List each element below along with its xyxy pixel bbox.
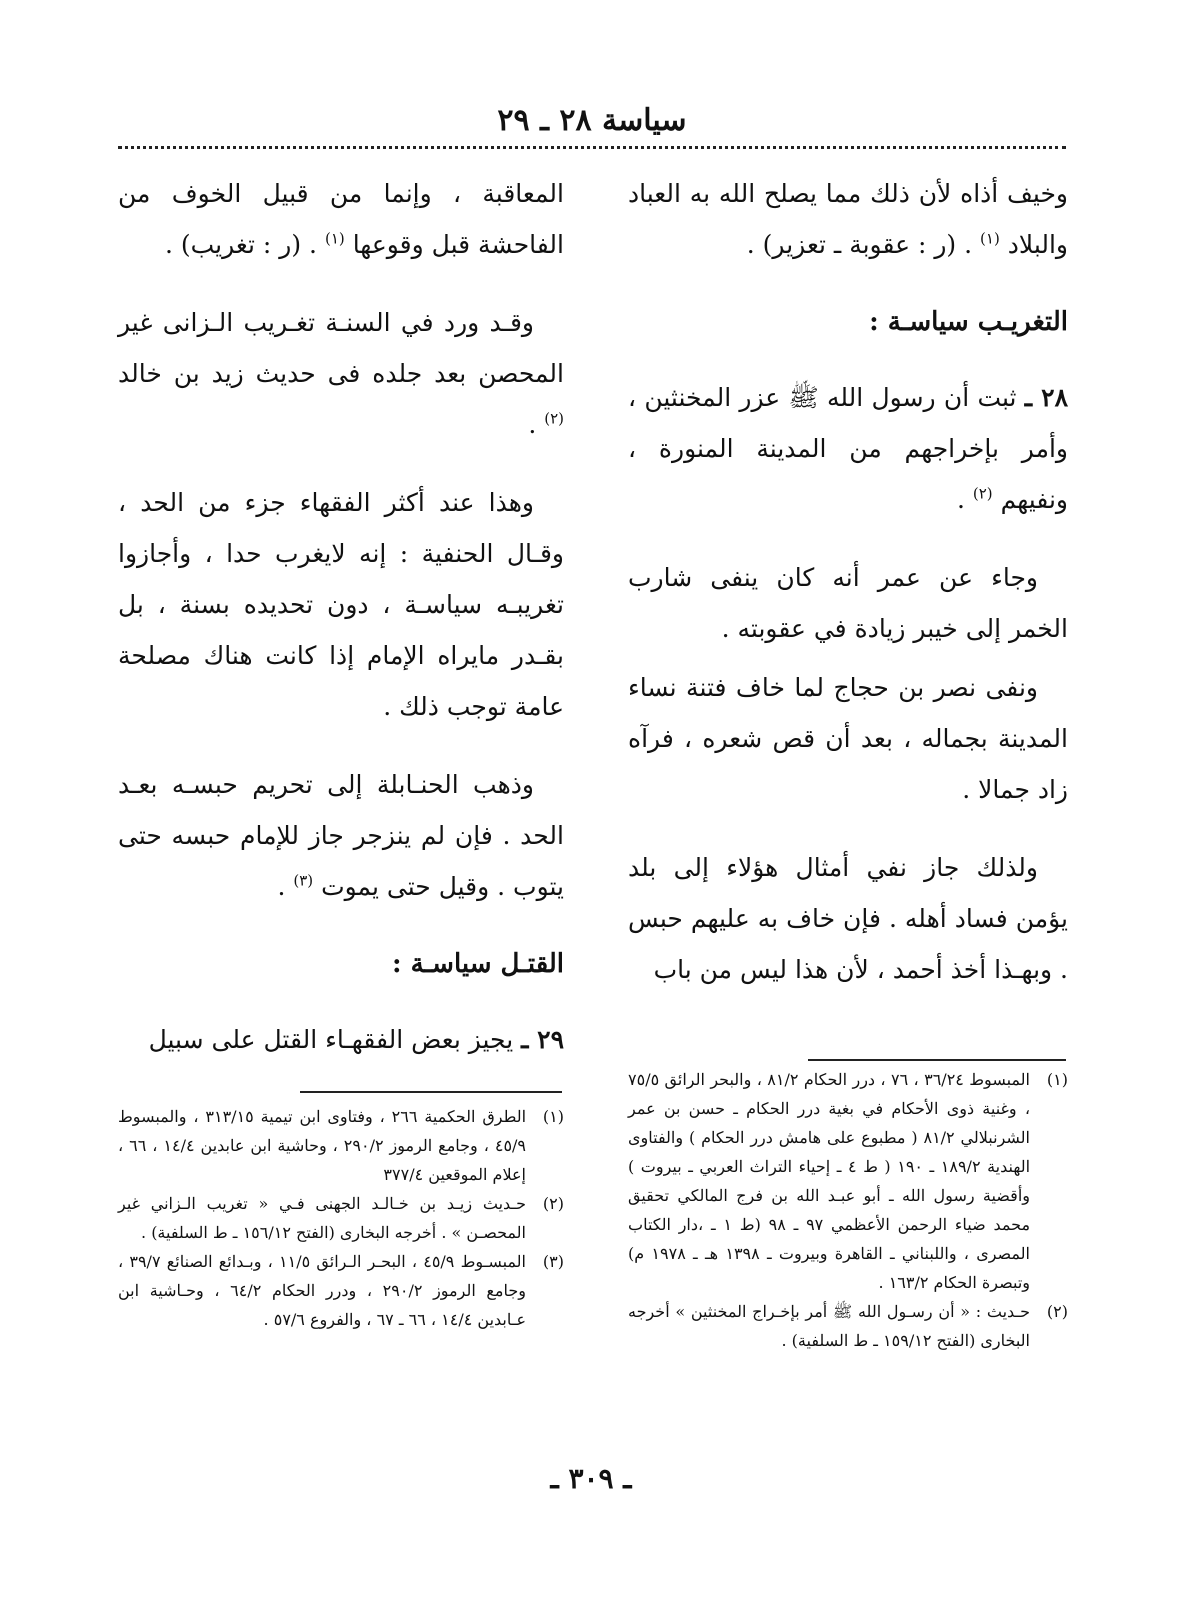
footnote [628,1297,1068,1355]
footnote-ref[interactable]: (٢) [544,409,564,428]
header-dotted-rule [118,146,1066,149]
left-paragraph-2 [118,297,564,450]
left-paragraph-3: وهذا عند أكثر الفقهاء جزء من الحد ، وقـال الحنفية : إنه لايغرب حدا ، وأجازوا تغريبـه سياسـة ، دون تحديده بسنة ، بل بقـدر مايراه الإمام إذا كانت هناك مصلحة عامة توجب ذلك . [118,488,564,721]
footnote [118,1247,564,1334]
text-run: وخيف أذاه لأن ذلك مما يصلح الله به العباد والبلاد [628,179,1068,259]
text-run: ثبت أن رسول الله ﷺ عزر المخنثين ، وأمر بإخراجهم من المدينة المنورة ، ونفيهم [628,383,1068,514]
footnote-number: (٢) [1046,1302,1068,1321]
right-paragraph-5: ولذلك جاز نفي أمثال هؤلاء إلى بلد يؤمن فساد أهله . فإن خاف به عليهم حبس . وبهـذا أخذ أحمد ، لأن هذا ليس من باب [628,853,1068,984]
left-column [118,168,564,1092]
right-paragraph-2 [628,372,1068,525]
text-run: وذهب الحنـابلة إلى تحريم حبسـه بعـد الحد . فإن لم ينزجر جاز للإمام حبسه حتى يتوب . وقيل حتى يموت [118,770,564,901]
text-run: المعاقبة ، وإنما من قبيل الخوف من الفاحشة قبل وقوعها [118,179,564,259]
text-run: وقـد ورد في السنـة تغـريب الـزانى غير المحصن بعد جلده فى حديث زيد بن خالد [118,308,564,388]
footnote-text: الطرق الحكمية ٢٦٦ ، وفتاوى ابن تيمية ٣١٣/١٥ ، والمبسوط ٤٥/٩ ، وجامع الرموز ٢٩٠/٢ ، وحاشية ابن عابدين ١٤/٤ ، ٦٦ ، إعلام الموقعين ٣٧٧/٤ [118,1107,527,1184]
right-paragraph-4: ونفى نصر بن حجاج لما خاف فتنة نساء المدينة بجماله ، بعد أن قص شعره ، فرآه زاد جمالا . [628,673,1068,804]
footnote-ref[interactable]: (٢) [972,484,993,503]
page-number: ـ ٣٠٩ ـ [550,1462,632,1495]
footnote-text: حـديث : « أن رسـول الله ﷺ أمر بإخـراج المخنثين » أخرجه البخارى (الفتح ١٥٩/١٢ ـ ط السلفية) . [628,1302,1030,1350]
footnote-text: المبسـوط ٤٥/٩ ، البحـر الـرائق ١١/٥ ، وبـدائع الصنائع ٣٩/٧ ، وجامع الرموز ٢٩٠/٢ ، ودرر الحكام ٦٤/٢ ، وحـاشية ابن عـابدين ١٤/٤ ، ٦٦ ـ ٦٧ ، والفروع ٥٧/٦ . [118,1252,527,1329]
text-run: يجيز بعض الفقهـاء القتل على سبيل [148,1025,514,1054]
footnote-number: (١) [1046,1070,1068,1089]
footnote-text: حـديث زيـد بن خـالـد الجهنى فـي « تغريب الـزاني غير المحصـن » . أخرجه البخارى (الفتح ١٥٦/١٢ ـ ط السلفية) . [118,1194,526,1242]
left-paragraph-1 [118,168,564,270]
footnote [118,1102,564,1189]
text-run: . (ر : عقوبة ـ تعزير) . [746,230,973,259]
footnote [628,1065,1068,1297]
footnote-ref[interactable]: (١) [324,229,345,248]
footnote [118,1189,564,1247]
section-heading-killing: القتـل سياسـة : [391,949,564,979]
footnote-ref[interactable]: (٣) [293,871,314,890]
footnote-number: (٢) [542,1194,564,1213]
text-run: . [528,410,537,439]
text-run: . (ر : تغريب) . [164,230,317,259]
page-header-title: سياسة ٢٨ ـ ٢٩ [497,103,687,138]
clause-number: ٢٩ ـ [521,1025,564,1054]
text-run: . [277,872,286,901]
footnotes-right [628,1065,1068,1355]
footnote-separator-right [808,1059,1066,1061]
left-paragraph-5 [118,1014,564,1065]
right-paragraph-1 [628,168,1068,270]
clause-number: ٢٨ ـ [1024,383,1068,412]
footnote-separator-left [300,1091,562,1093]
right-paragraph-3: وجاء عن عمر أنه كان ينفى شارب الخمر إلى خيبر زيادة في عقوبته . [628,563,1068,643]
text-run: . [956,485,965,514]
footnote-ref[interactable]: (١) [980,229,1000,248]
left-paragraph-4 [118,759,564,912]
right-column [628,168,1068,1022]
footnote-text: المبسوط ٣٦/٢٤ ، ٧٦ ، درر الحكام ٨١/٢ ، والبحر الرائق ٧٥/٥ ، وغنية ذوى الأحكام في بغية درر الحكام ـ حسن بن عمر الشرنبلالي ٨١/٢ ( مطبوع على هامش درر الحكام ) والفتاوى الهندية ١٨٩/٢ ـ ١٩٠ ( ط ٤ ـ إحياء التراث العربي ـ بيروت ) وأقضية رسول الله ـ أبو عبـد الله بن فرج المالكي تحقيق محمد ضياء الرحمن الأعظمي ٩٧ ـ ٩٨ (ط ١ ـ ،دار الكتاب المصرى ، واللبناني ـ القاهرة وبيروت ـ ١٣٩٨ هـ ـ ١٩٧٨ م) وتبصرة الحكام ١٦٣/٢ . [628,1070,1031,1292]
section-heading-exile: التغريـب سياسـة : [869,307,1068,337]
footnotes-left [118,1102,564,1334]
footnote-number: (١) [542,1107,564,1126]
footnote-number: (٣) [542,1252,564,1271]
